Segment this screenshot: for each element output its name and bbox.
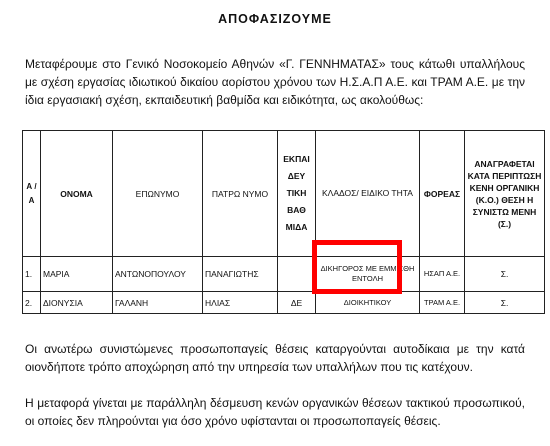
header-position: ΑΝΑΓΡΑΦΕΤΑΙ ΚΑΤΑ ΠΕΡΙΠΤΩΣΗ ΚΕΝΗ ΟΡΓΑΝΙΚΗ (Κ.Ο.) ΘΕΣΗ Η ΣΥΝΙΣΤΩ ΜΕΝΗ (Σ.) bbox=[465, 131, 545, 257]
table-row bbox=[23, 257, 545, 292]
transfer-table bbox=[22, 130, 545, 314]
row1-position: Σ. bbox=[465, 257, 545, 292]
row2-surname: ΓΑΛΑΝΗ bbox=[113, 292, 203, 314]
row2-specialty: ΔΙΟΙΚΗΤΙΚΟΥ bbox=[316, 292, 420, 314]
row1-name: ΜΑΡΙΑ bbox=[41, 257, 113, 292]
header-specialty: ΚΛΑΔΟΣ/ ΕΙΔΙΚΟ ΤΗΤΑ bbox=[316, 131, 420, 257]
row2-father: ΗΛΙΑΣ bbox=[203, 292, 278, 314]
row1-surname: ΑΝΤΩΝΟΠΟΥΛΟΥ bbox=[113, 257, 203, 292]
header-aa: Α / Α bbox=[23, 131, 41, 257]
row2-name: ΔΙΟΝΥΣΙΑ bbox=[41, 292, 113, 314]
header-body: ΦΟΡΕΑΣ bbox=[420, 131, 465, 257]
header-name: ΟΝΟΜΑ bbox=[41, 131, 113, 257]
table-header-row bbox=[23, 131, 545, 257]
header-surname: ΕΠΩΝΥΜΟ bbox=[113, 131, 203, 257]
document-title: ΑΠΟΦΑΣΙΖΟΥΜΕ bbox=[218, 12, 332, 26]
row2-aa: 2. bbox=[23, 292, 41, 314]
abolition-paragraph: Οι ανωτέρω συνιστώμενες προσωποπαγείς θέσεις καταργούνται αυτοδίκαια με την κατά οιονδήποτε τρόπο αποχώρηση από την υπηρεσία των υπαλλήλων που τις κατέχουν. bbox=[25, 342, 525, 374]
row2-position: Σ. bbox=[465, 292, 545, 314]
row1-aa: 1. bbox=[23, 257, 41, 292]
row1-father: ΠΑΝΑΓΙΩΤΗΣ bbox=[203, 257, 278, 292]
row2-body: ΤΡΑΜ Α.Ε. bbox=[420, 292, 465, 314]
table-row bbox=[23, 292, 545, 314]
row1-specialty: ΔΙΚΗΓΟΡΟΣ ΜΕ ΕΜΜΙΣΘΗ ΕΝΤΟΛΗ bbox=[316, 257, 420, 292]
row1-body: ΗΣΑΠ Α.Ε. bbox=[420, 257, 465, 292]
header-father: ΠΑΤΡΩ ΝΥΜΟ bbox=[203, 131, 278, 257]
transfer-paragraph: Η μεταφορά γίνεται με παράλληλη δέσμευση κενών οργανικών θέσεων τακτικού προσωπικού, οι οποίες δεν πληρούνται για όσο χρόνο υφίστανται οι προσωποπαγείς θέσεις. bbox=[25, 396, 525, 428]
row2-level: ΔΕ bbox=[278, 292, 316, 314]
header-level: ΕΚΠΑΙ ΔΕΥ ΤΙΚΗ ΒΑΘ ΜΙΔΑ bbox=[278, 131, 316, 257]
row1-level bbox=[278, 257, 316, 292]
intro-paragraph: Μεταφέρουμε στο Γενικό Νοσοκομείο Αθηνών «Γ. ΓΕΝΝΗΜΑΤΑΣ» τους κάτωθι υπαλλήλους με σχέση εργασίας ιδιωτικού δικαίου αορίστου χρόνου των Η.Σ.Α.Π Α.Ε. και ΤΡΑΜ Α.Ε. με την ίδια εργασιακή σχέση, εκπαιδευτική βαθμίδα και ειδικότητα, ως ακολούθως: bbox=[25, 57, 525, 107]
